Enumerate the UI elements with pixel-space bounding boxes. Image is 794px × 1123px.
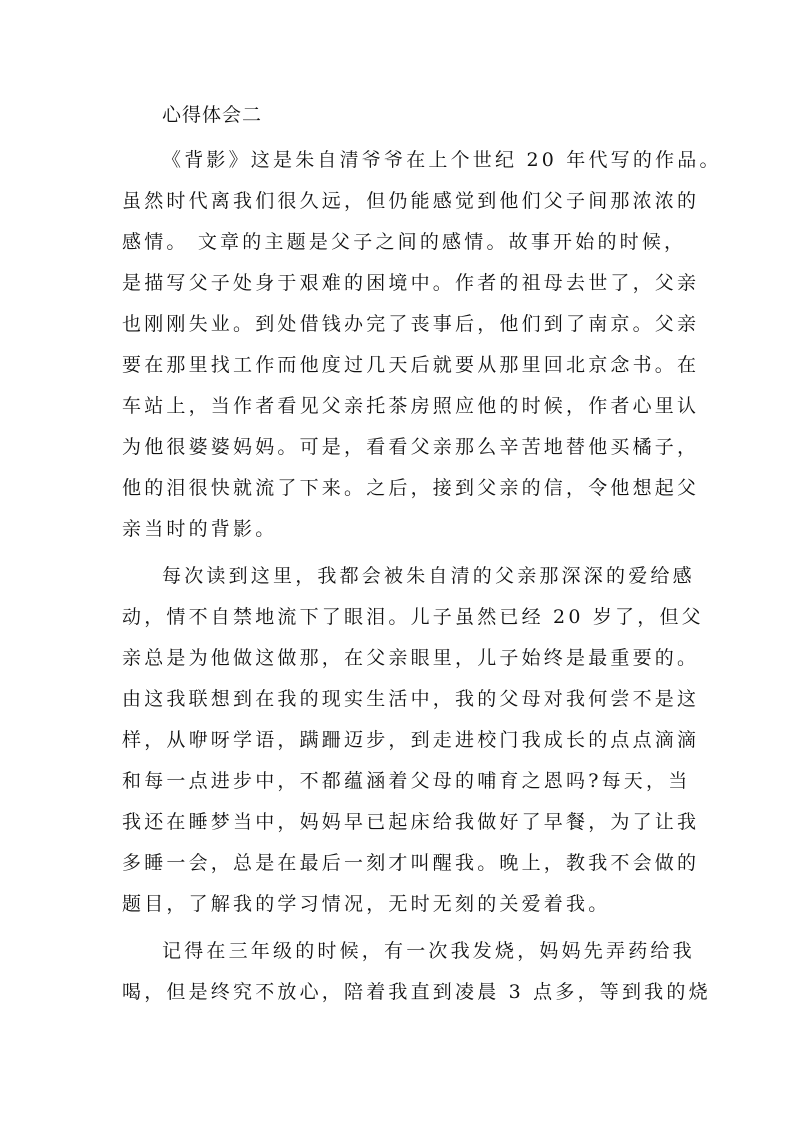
paragraph-line: 样，从咿呀学语，蹒跚迈步，到走进校门我成长的点点滴滴	[122, 729, 700, 751]
paragraph-line: 也刚刚失业。到处借钱办完了丧事后，他们到了南京。父亲	[122, 313, 700, 335]
paragraph-line: 为他很婆婆妈妈。可是，看看父亲那么辛苦地替他买橘子，	[122, 436, 700, 458]
paragraph-line: 亲总是为他做这做那，在父亲眼里，儿子始终是最重要的。	[122, 647, 700, 669]
paragraph-line: 多睡一会，总是在最后一刻才叫醒我。晚上，教我不会做的	[122, 852, 700, 874]
paragraph-line: 喝，但是终究不放心，陪着我直到凌晨 3 点多，等到我的烧	[122, 981, 711, 1003]
paragraph-line: 动，情不自禁地流下了眼泪。儿子虽然已经 20 岁了，但父	[122, 606, 704, 628]
paragraph-line: 虽然时代离我们很久远，但仍能感觉到他们父子间那浓浓的	[122, 190, 700, 212]
paragraph-line: 他的泪很快就流了下来。之后，接到父亲的信，令他想起父	[122, 477, 700, 499]
paragraph-line: 《背影》这是朱自清爷爷在上个世纪 20 年代写的作品。	[162, 149, 722, 171]
paragraph-line: 记得在三年级的时候，有一次我发烧，妈妈先弄药给我	[162, 940, 695, 962]
paragraph-line: 感情。 文章的主题是父子之间的感情。故事开始的时候，	[122, 231, 687, 253]
paragraph-line: 和每一点进步中，不都蕴涵着父母的哺育之恩吗?每天，当	[122, 770, 691, 792]
paragraph-line: 亲当时的背影。	[122, 518, 278, 540]
paragraph-line: 每次读到这里，我都会被朱自清的父亲那深深的爱给感	[162, 565, 695, 587]
section-heading: 心得体会二	[162, 104, 263, 126]
paragraph-line: 要在那里找工作而他度过几天后就要从那里回北京念书。在	[122, 354, 700, 376]
paragraph-line: 是描写父子处身于艰难的困境中。作者的祖母去世了，父亲	[122, 272, 700, 294]
paragraph-line: 题目，了解我的学习情况，无时无刻的关爱着我。	[122, 893, 611, 915]
paragraph-line: 我还在睡梦当中，妈妈早已起床给我做好了早餐，为了让我	[122, 811, 700, 833]
paragraph-line: 由这我联想到在我的现实生活中，我的父母对我何尝不是这	[122, 688, 700, 710]
paragraph-line: 车站上，当作者看见父亲托茶房照应他的时候，作者心里认	[122, 395, 700, 417]
